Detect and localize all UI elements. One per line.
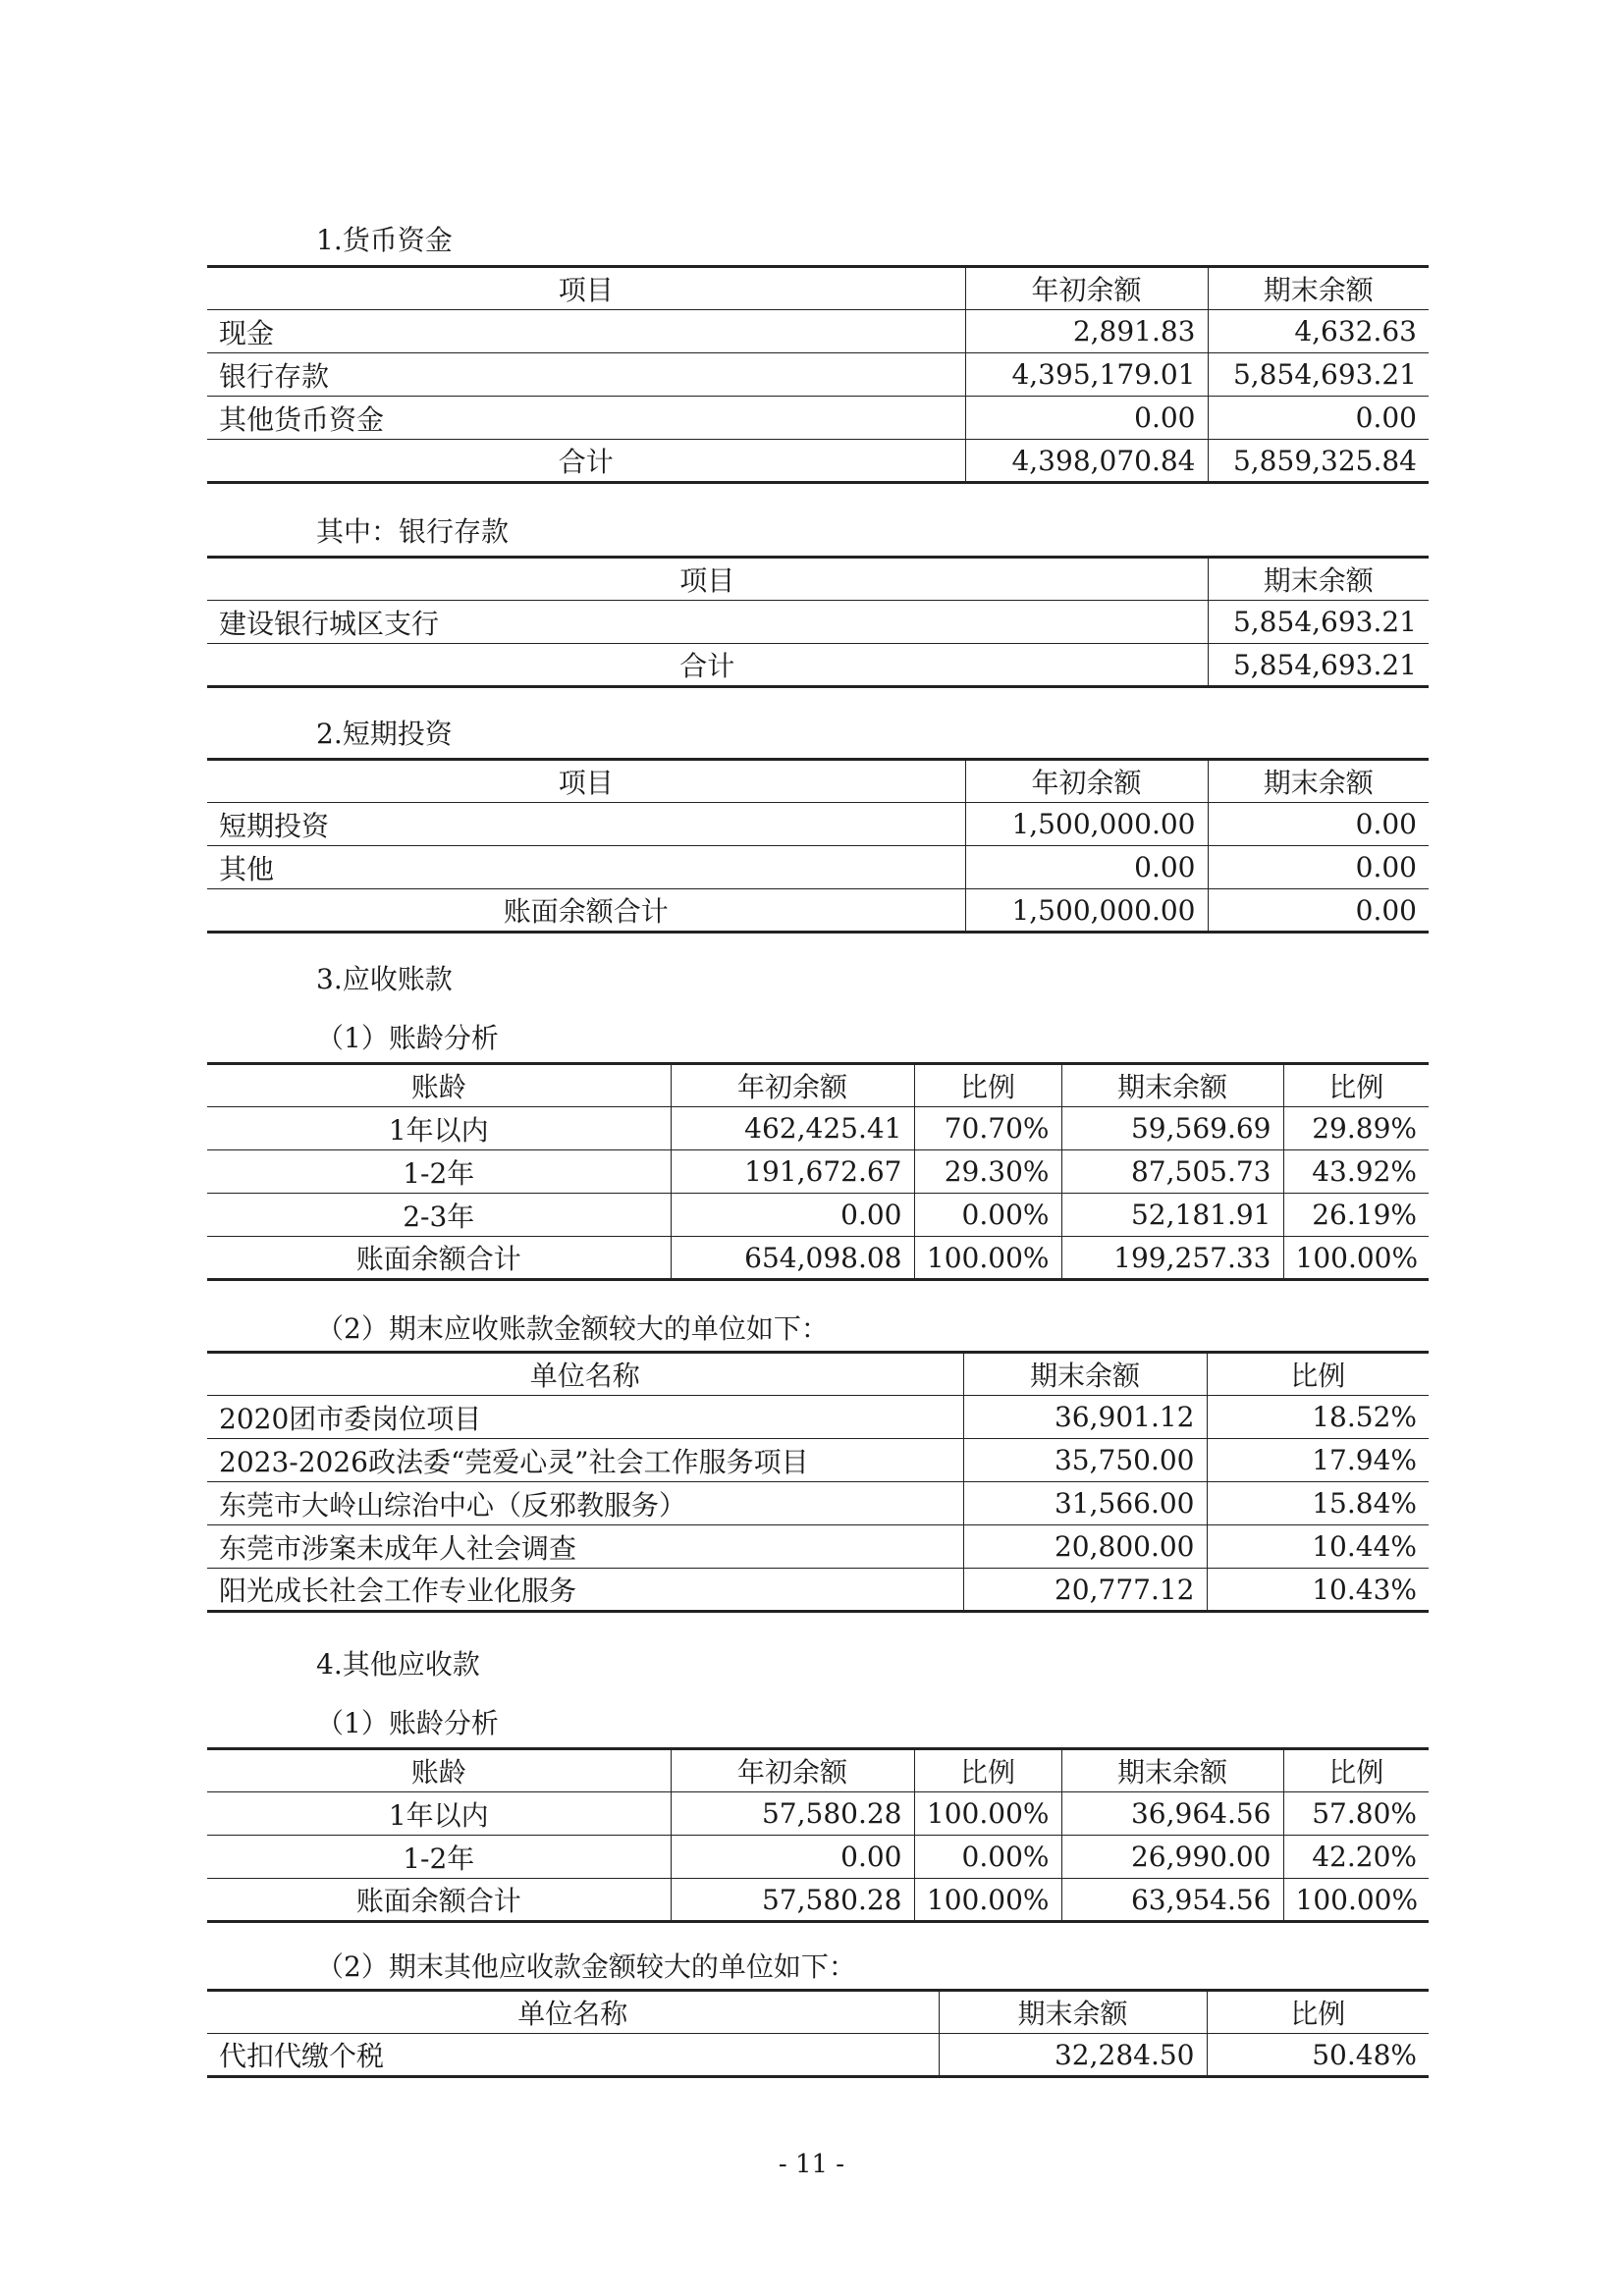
value-cell: 4,395,179.01 (965, 353, 1208, 397)
table-row (207, 1194, 1429, 1237)
value-cell: 0.00 (1208, 889, 1429, 933)
table-row (207, 2034, 1429, 2077)
header-cell: 比例 (1283, 1064, 1429, 1107)
percent-cell: 0.00% (914, 1194, 1061, 1237)
section-heading-bank-deposits: 其中：银行存款 (316, 515, 510, 548)
unit-name-cell: 2020团市委岗位项目 (207, 1396, 963, 1439)
header-cell: 比例 (1207, 1991, 1429, 2034)
table-row (207, 1525, 1429, 1569)
subheading-major-other-receivables: （2）期末其他应收款金额较大的单位如下： (316, 1950, 856, 1983)
unit-name-cell: 东莞市大岭山综治中心（反邪教服务） (207, 1482, 963, 1525)
total-label-cell: 账面余额合计 (207, 1237, 671, 1280)
table-row (207, 1836, 1429, 1879)
table-row (207, 601, 1429, 644)
header-cell: 期末余额 (1061, 1064, 1283, 1107)
header-cell: 比例 (914, 1749, 1061, 1792)
percent-cell: 42.20% (1283, 1836, 1429, 1879)
percent-cell: 10.43% (1207, 1569, 1429, 1612)
item-cell: 其他 (207, 846, 965, 889)
value-cell: 5,854,693.21 (1208, 601, 1429, 644)
value-cell: 199,257.33 (1061, 1237, 1283, 1280)
header-cell: 账龄 (207, 1749, 671, 1792)
table-header-row (207, 760, 1429, 803)
percent-cell: 17.94% (1207, 1439, 1429, 1482)
value-cell: 5,854,693.21 (1208, 644, 1429, 687)
table-row (207, 1482, 1429, 1525)
item-cell: 建设银行城区支行 (207, 601, 1208, 644)
value-cell: 1,500,000.00 (965, 803, 1208, 846)
table-total-row (207, 644, 1429, 687)
table-total-row (207, 1237, 1429, 1280)
total-label-cell: 账面余额合计 (207, 889, 965, 933)
header-cell: 项目 (207, 558, 1208, 601)
value-cell: 2,891.83 (965, 310, 1208, 353)
header-cell: 单位名称 (207, 1353, 963, 1396)
percent-cell: 10.44% (1207, 1525, 1429, 1569)
header-cell: 期末余额 (939, 1991, 1207, 2034)
table-row (207, 310, 1429, 353)
value-cell: 0.00 (1208, 846, 1429, 889)
percent-cell: 29.89% (1283, 1107, 1429, 1150)
value-cell: 5,854,693.21 (1208, 353, 1429, 397)
cash-table (207, 265, 1429, 484)
percent-cell: 100.00% (914, 1879, 1061, 1922)
table-row (207, 846, 1429, 889)
value-cell: 1,500,000.00 (965, 889, 1208, 933)
major-other-receivables-table (207, 1989, 1429, 2078)
header-cell: 年初余额 (671, 1749, 914, 1792)
table-row (207, 1107, 1429, 1150)
value-cell: 59,569.69 (1061, 1107, 1283, 1150)
aging-cell: 2-3年 (207, 1194, 671, 1237)
value-cell: 36,901.12 (963, 1396, 1207, 1439)
table-total-row (207, 440, 1429, 483)
table-row (207, 353, 1429, 397)
value-cell: 35,750.00 (963, 1439, 1207, 1482)
value-cell: 462,425.41 (671, 1107, 914, 1150)
header-cell: 单位名称 (207, 1991, 939, 2034)
percent-cell: 100.00% (914, 1237, 1061, 1280)
header-cell: 比例 (1207, 1353, 1429, 1396)
receivable-aging-table (207, 1062, 1429, 1281)
table-header-row (207, 558, 1429, 601)
table-row (207, 1439, 1429, 1482)
table-header-row (207, 1991, 1429, 2034)
section-heading-accounts-receivable: 3.应收账款 (316, 963, 453, 995)
unit-name-cell: 代扣代缴个税 (207, 2034, 939, 2077)
table-row (207, 803, 1429, 846)
header-cell: 项目 (207, 267, 965, 310)
item-cell: 现金 (207, 310, 965, 353)
value-cell: 20,800.00 (963, 1525, 1207, 1569)
section-heading-cash: 1.货币资金 (316, 224, 453, 256)
table-total-row (207, 1879, 1429, 1922)
value-cell: 52,181.91 (1061, 1194, 1283, 1237)
value-cell: 57,580.28 (671, 1792, 914, 1836)
table-header-row (207, 1749, 1429, 1792)
percent-cell: 26.19% (1283, 1194, 1429, 1237)
percent-cell: 15.84% (1207, 1482, 1429, 1525)
value-cell: 191,672.67 (671, 1150, 914, 1194)
value-cell: 63,954.56 (1061, 1879, 1283, 1922)
major-receivables-table (207, 1351, 1429, 1613)
aging-cell: 1年以内 (207, 1107, 671, 1150)
unit-name-cell: 东莞市涉案未成年人社会调查 (207, 1525, 963, 1569)
value-cell: 32,284.50 (939, 2034, 1207, 2077)
unit-name-cell: 阳光成长社会工作专业化服务 (207, 1569, 963, 1612)
value-cell: 0.00 (671, 1194, 914, 1237)
header-cell: 期末余额 (963, 1353, 1207, 1396)
header-cell: 比例 (914, 1064, 1061, 1107)
value-cell: 0.00 (965, 397, 1208, 440)
other-receivable-aging-table (207, 1747, 1429, 1923)
aging-cell: 1-2年 (207, 1836, 671, 1879)
item-cell: 银行存款 (207, 353, 965, 397)
bank-deposits-table (207, 556, 1429, 688)
value-cell: 87,505.73 (1061, 1150, 1283, 1194)
value-cell: 31,566.00 (963, 1482, 1207, 1525)
header-cell: 期末余额 (1208, 558, 1429, 601)
table-row (207, 1396, 1429, 1439)
page-number: - 11 - (778, 2150, 845, 2179)
value-cell: 20,777.12 (963, 1569, 1207, 1612)
percent-cell: 18.52% (1207, 1396, 1429, 1439)
value-cell: 4,632.63 (1208, 310, 1429, 353)
value-cell: 26,990.00 (1061, 1836, 1283, 1879)
subheading-other-aging-analysis: （1）账龄分析 (316, 1707, 499, 1739)
total-label-cell: 账面余额合计 (207, 1879, 671, 1922)
table-header-row (207, 1353, 1429, 1396)
subheading-major-receivables: （2）期末应收账款金额较大的单位如下： (316, 1312, 829, 1345)
subheading-aging-analysis: （1）账龄分析 (316, 1022, 499, 1054)
percent-cell: 57.80% (1283, 1792, 1429, 1836)
section-heading-short-term-investment: 2.短期投资 (316, 718, 453, 750)
table-row (207, 397, 1429, 440)
percent-cell: 70.70% (914, 1107, 1061, 1150)
aging-cell: 1年以内 (207, 1792, 671, 1836)
header-cell: 年初余额 (965, 267, 1208, 310)
value-cell: 4,398,070.84 (965, 440, 1208, 483)
value-cell: 0.00 (965, 846, 1208, 889)
percent-cell: 29.30% (914, 1150, 1061, 1194)
table-header-row (207, 267, 1429, 310)
percent-cell: 43.92% (1283, 1150, 1429, 1194)
value-cell: 36,964.56 (1061, 1792, 1283, 1836)
value-cell: 0.00 (1208, 397, 1429, 440)
percent-cell: 100.00% (914, 1792, 1061, 1836)
header-cell: 期末余额 (1208, 760, 1429, 803)
percent-cell: 50.48% (1207, 2034, 1429, 2077)
header-cell: 期末余额 (1208, 267, 1429, 310)
total-label-cell: 合计 (207, 440, 965, 483)
short-term-investment-table (207, 758, 1429, 934)
value-cell: 0.00 (671, 1836, 914, 1879)
value-cell: 654,098.08 (671, 1237, 914, 1280)
value-cell: 5,859,325.84 (1208, 440, 1429, 483)
total-label-cell: 合计 (207, 644, 1208, 687)
table-row (207, 1792, 1429, 1836)
value-cell: 57,580.28 (671, 1879, 914, 1922)
item-cell: 短期投资 (207, 803, 965, 846)
value-cell: 0.00 (1208, 803, 1429, 846)
table-total-row (207, 889, 1429, 933)
header-cell: 年初余额 (965, 760, 1208, 803)
table-row (207, 1150, 1429, 1194)
header-cell: 期末余额 (1061, 1749, 1283, 1792)
aging-cell: 1-2年 (207, 1150, 671, 1194)
header-cell: 账龄 (207, 1064, 671, 1107)
header-cell: 项目 (207, 760, 965, 803)
percent-cell: 100.00% (1283, 1237, 1429, 1280)
item-cell: 其他货币资金 (207, 397, 965, 440)
table-header-row (207, 1064, 1429, 1107)
header-cell: 比例 (1283, 1749, 1429, 1792)
unit-name-cell: 2023-2026政法委“莞爱心灵”社会工作服务项目 (207, 1439, 963, 1482)
percent-cell: 0.00% (914, 1836, 1061, 1879)
section-heading-other-receivables: 4.其他应收款 (316, 1648, 480, 1681)
table-row (207, 1569, 1429, 1612)
header-cell: 年初余额 (671, 1064, 914, 1107)
percent-cell: 100.00% (1283, 1879, 1429, 1922)
